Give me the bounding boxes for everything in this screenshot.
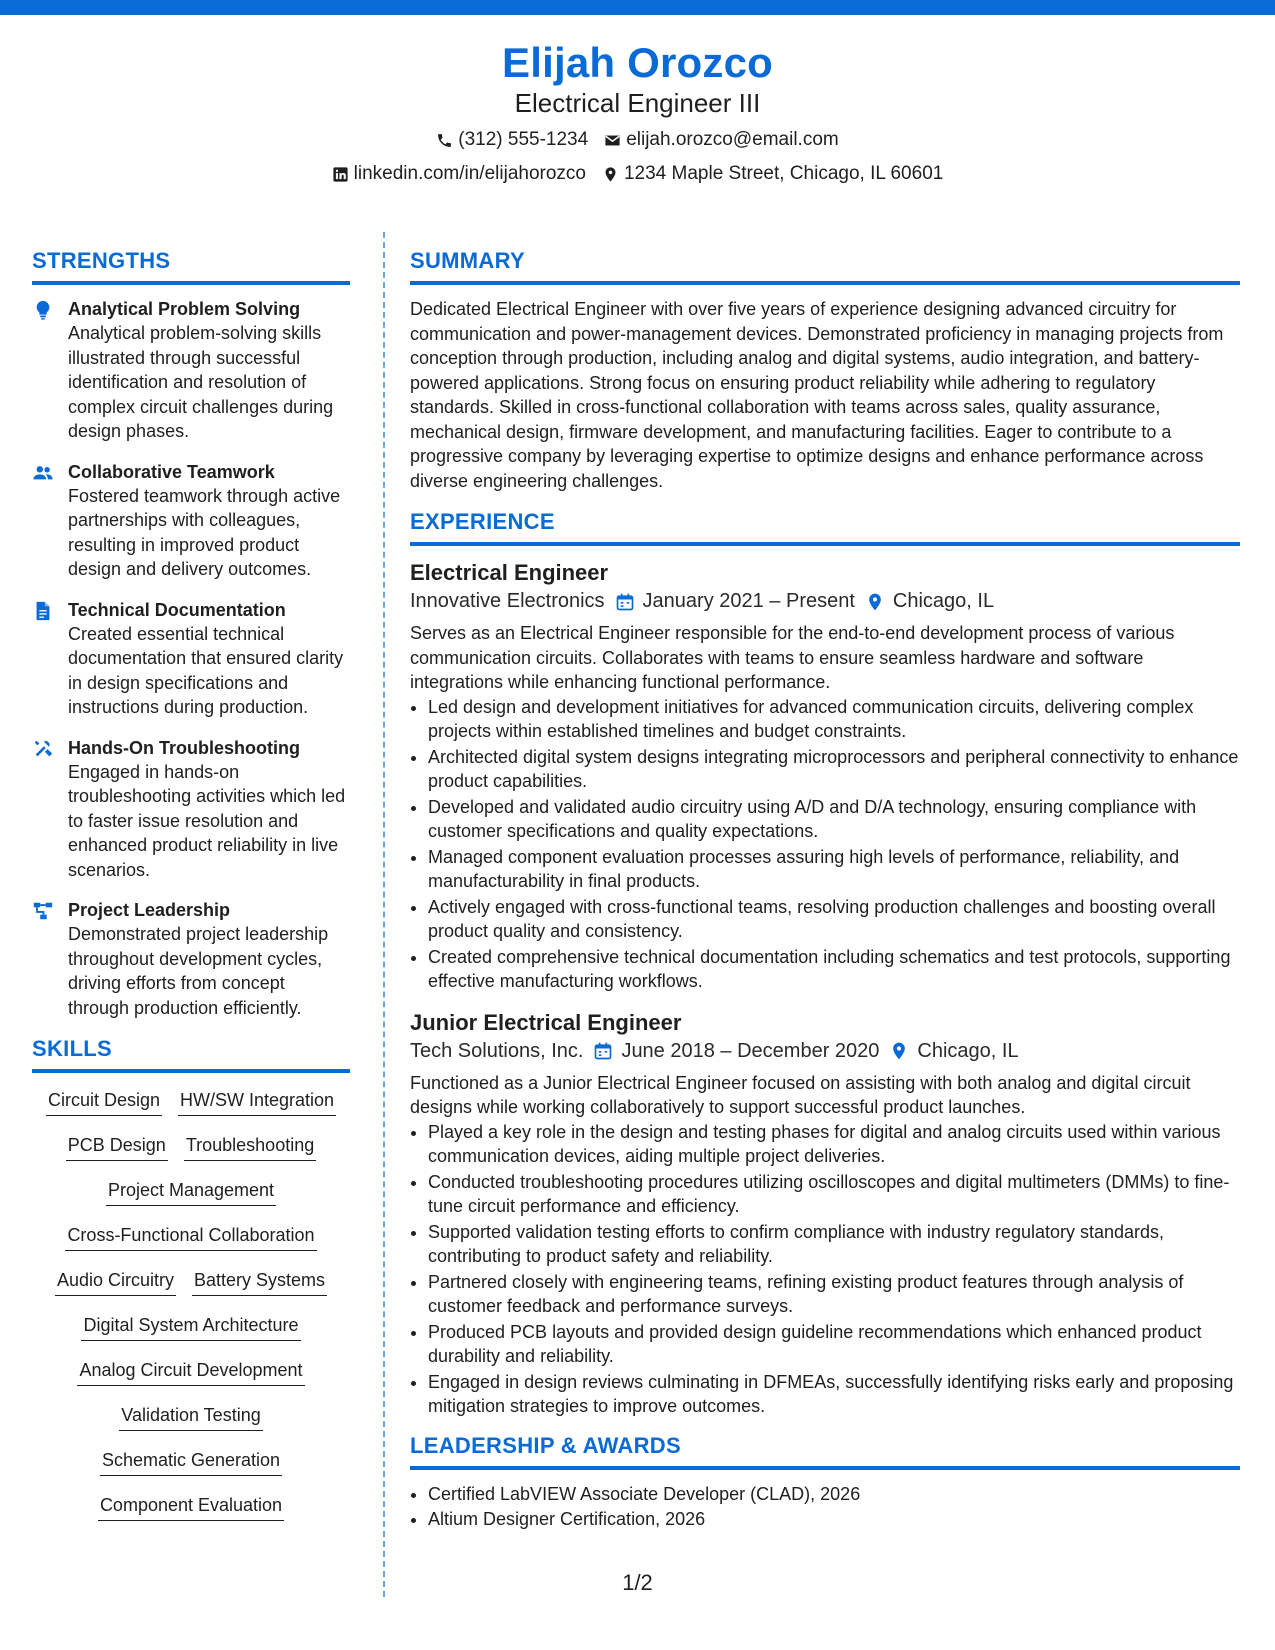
strength-title: Analytical Problem Solving — [68, 299, 301, 319]
list-item: • Led design and development initiatives for advanced communication circuits, delivering complex projects within established timelines and budget constraints. — [428, 695, 1240, 744]
strength-desc: Demonstrated project leadership throughout development cycles, driving efforts from concept through production efficiently. — [68, 924, 329, 1018]
strength-title: Collaborative Teamwork — [68, 461, 275, 482]
job-entry — [410, 558, 1240, 994]
skill-tag: Analog Circuit Development — [77, 1359, 304, 1386]
job-meta — [410, 1040, 1240, 1063]
experience-heading: EXPERIENCE — [410, 509, 1240, 546]
location-icon — [602, 166, 619, 183]
list-item: • Architected digital system designs integrating microprocessors and peripheral connectivity to enhance product capabilities. — [428, 745, 1240, 794]
email-text[interactable]: elijah.orozco@email.com — [626, 129, 839, 151]
awards-list — [410, 1482, 1240, 1532]
skills-heading: SKILLS — [32, 1036, 350, 1073]
team-icon — [32, 462, 54, 484]
strength-desc: Fostered teamwork through active partnerships with colleagues, resulting in improved product design and delivery outcomes. — [68, 485, 341, 579]
phone-text: (312) 555-1234 — [458, 129, 589, 151]
calendar-icon — [593, 1041, 613, 1061]
strength-item — [32, 898, 350, 1020]
list-item: • Actively engaged with cross-functional teams, resolving production challenges and boosting overall product quality and consistency. — [428, 895, 1240, 944]
lightbulb-icon — [32, 299, 54, 321]
list-item: • Managed component evaluation processes assuring high levels of performance, reliability, and manufacturability in final products. — [428, 845, 1240, 894]
email-icon — [604, 132, 621, 149]
strength-desc: Created essential technical documentation that ensured clarity in design specifications and instructions during production. — [68, 623, 344, 717]
skill-tag: Schematic Generation — [100, 1449, 282, 1476]
left-column — [32, 248, 350, 1521]
tools-icon — [32, 738, 54, 760]
skill-tag: Troubleshooting — [184, 1134, 316, 1161]
job-entry — [410, 1008, 1240, 1419]
strength-item — [32, 598, 350, 720]
list-item: • Created comprehensive technical documentation including schematics and test protocols, supporting effective manufacturing workflows. — [428, 945, 1240, 994]
job-location-text: Chicago, IL — [892, 590, 995, 612]
location-icon — [865, 592, 885, 612]
job-title: Junior Electrical Engineer — [410, 1009, 682, 1035]
strength-desc: Engaged in hands-on troubleshooting activities which led to faster issue resolution and enhanced product reliability in live scenarios. — [68, 761, 346, 880]
email-contact[interactable] — [604, 129, 839, 151]
list-item: • Certified LabVIEW Associate Developer (CLAD), 2026 — [428, 1482, 1240, 1507]
top-accent-bar — [0, 0, 1275, 15]
strength-item — [32, 460, 350, 582]
skill-tag: Audio Circuitry — [55, 1269, 176, 1296]
list-item: • Supported validation testing efforts to confirm compliance with industry regulatory standards, contributing to product safety and reliability. — [428, 1220, 1240, 1269]
job-meta — [410, 590, 1240, 613]
list-item: • Played a key role in the design and testing phases for digital and analog circuits used within various communication devices, aiding multiple project deliveries. — [428, 1120, 1240, 1169]
list-item: • Engaged in design reviews culminating in DFMEAs, successfully identifying risks early and proposing mitigation strategies to improve outcomes. — [428, 1370, 1240, 1419]
job-dates-text: June 2018 – December 2020 — [621, 1039, 880, 1062]
strength-item — [32, 297, 350, 444]
list-item: • Produced PCB layouts and provided design guideline recommendations which enhanced product durability and reliability. — [428, 1320, 1240, 1369]
skill-tag: Battery Systems — [192, 1269, 327, 1296]
job-description: Functioned as a Junior Electrical Engineer focused on assisting with both analog and digital circuit designs while working collaboratively to support successful product launches. — [410, 1072, 1191, 1117]
job-title: Electrical Engineer — [410, 560, 609, 585]
skill-tag: Digital System Architecture — [81, 1314, 300, 1341]
candidate-name: Elijah Orozco — [502, 39, 773, 86]
hierarchy-icon — [32, 900, 54, 922]
linkedin-icon — [332, 166, 349, 183]
list-item: • Developed and validated audio circuitry using A/D and D/A technology, ensuring compliance with customer specifications and quality expectations. — [428, 795, 1240, 844]
linkedin-contact[interactable] — [332, 163, 586, 185]
right-column — [410, 248, 1240, 1533]
contact-row-1 — [0, 129, 1275, 151]
document-icon — [32, 600, 54, 622]
column-divider — [383, 232, 385, 1597]
phone-contact — [436, 129, 588, 151]
skill-tag: Component Evaluation — [98, 1494, 284, 1521]
job-bullets — [410, 695, 1240, 994]
strength-desc: Analytical problem-solving skills illustrated through successful identification and resolution of complex circuit challenges during design phases. — [68, 323, 334, 441]
summary-heading: SUMMARY — [410, 248, 1240, 285]
list-item: • Partnered closely with engineering teams, refining existing product features through analysis of customer feedback and performance surveys. — [428, 1270, 1240, 1319]
page-number: 1/2 — [622, 1570, 653, 1595]
strength-item — [32, 736, 350, 883]
job-company: Innovative Electronics — [410, 590, 605, 612]
strength-title: Technical Documentation — [68, 599, 286, 620]
skill-tag: Validation Testing — [119, 1404, 262, 1431]
job-dates — [593, 1040, 879, 1063]
resume-header — [0, 40, 1275, 185]
skill-tag: Project Management — [106, 1179, 276, 1206]
candidate-title: Electrical Engineer III — [514, 88, 761, 119]
contact-row-2 — [0, 163, 1275, 185]
job-dates — [615, 590, 855, 613]
strength-title: Project Leadership — [68, 900, 231, 920]
linkedin-text[interactable]: linkedin.com/in/elijahorozco — [353, 163, 586, 185]
skill-tag: PCB Design — [66, 1134, 168, 1161]
skill-tag: HW/SW Integration — [178, 1089, 336, 1116]
phone-icon — [436, 132, 453, 149]
awards-heading: LEADERSHIP & AWARDS — [410, 1433, 1240, 1470]
skill-tag: Cross-Functional Collaboration — [65, 1224, 316, 1251]
calendar-icon — [615, 592, 635, 612]
job-company: Tech Solutions, Inc. — [410, 1039, 584, 1062]
strength-title: Hands-On Troubleshooting — [68, 737, 300, 758]
summary-text: Dedicated Electrical Engineer with over five years of experience designing advanced circuitry for communication and power-management devices. Demonstrated proficiency in managing projects from conception through production, including analog and digital systems, audio integration, and battery-powered applications. Strong focus on ensuring product reliability while adhering to regulatory standards. Skilled in cross-functional collaboration with teams across sales, quality assurance, mechanical design, firmware development, and manufacturing facilities. Eager to contribute to a progressive company by leveraging expertise to optimize designs and enhance performance across diverse engineering challenges. — [410, 299, 1224, 491]
job-location-text: Chicago, IL — [917, 1039, 1019, 1062]
list-item: • Altium Designer Certification, 2026 — [428, 1507, 1240, 1532]
skills-list — [32, 1085, 350, 1521]
address-text: 1234 Maple Street, Chicago, IL 60601 — [623, 163, 944, 185]
list-item: • Conducted troubleshooting procedures utilizing oscilloscopes and digital multimeters (DMMs) to fine-tune circuit performance and efficiency. — [428, 1170, 1240, 1219]
job-location — [865, 590, 994, 613]
location-icon — [889, 1041, 909, 1061]
skill-tag: Circuit Design — [46, 1089, 162, 1116]
job-location — [889, 1040, 1018, 1063]
address-contact — [602, 163, 943, 185]
job-description: Serves as an Electrical Engineer responsible for the end-to-end development process of various communication circuits. Collaborates with teams to ensure seamless hardware and software integrations while enhancing functional performance. — [410, 623, 1175, 692]
job-dates-text: January 2021 – Present — [642, 590, 855, 612]
job-bullets — [410, 1120, 1240, 1419]
strengths-heading: STRENGTHS — [32, 248, 350, 285]
